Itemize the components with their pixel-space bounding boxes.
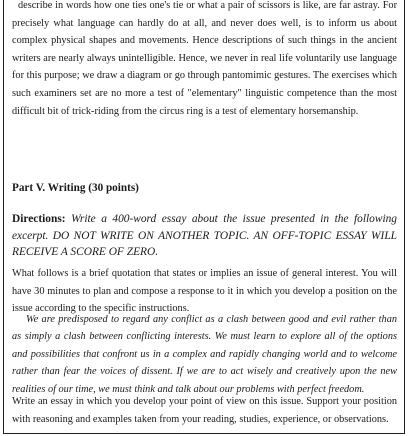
- directions-paragraph: [12, 211, 397, 261]
- passage-paragraph: describe in words how one ties one's tie or what a pair of scissors is like, are far astray. For precisely what language can hardly do at all, and never does well, is to inform us about complex physical shapes and movements. Hence descriptions of such things in the ancient writers are nearly always unintelligible. Hence, we never in real life voluntarily use language for this purpose; we draw a diagram or go through pantomimic gestures. The exercises which such examiners set are no more a test of "elementary" linguistic competence than the most difficult bit of trick-riding from the circus ring is a test of elementary horsemanship.: [12, 0, 397, 117]
- section-heading: Part V. Writing (30 points): [12, 182, 139, 194]
- directions-text: Write a 400-word essay about the issue presented in the following excerpt. DO NOT WRITE ON ANOTHER TOPIC. AN OFF-TOPIC ESSAY WILL RECEIVE A SCORE OF ZERO.: [12, 213, 397, 259]
- exam-page: [3, 0, 405, 434]
- quotation-paragraph: We are predisposed to regard any conflict as a clash between good and evil rather than as simply a clash between conflicting interests. We must learn to explore all of the options and possibilities that confront us in a complex and rapidly changing world and to welcome rather than fear the voices of dissent. If we are to act wisely and creatively upon the new realities of our time, we must think and talk about our problems with perfect freedom.: [12, 314, 397, 395]
- instructions-paragraph: What follows is a brief quotation that states or implies an issue of general interest. You will have 30 minutes to plan and compose a response to it in which you develop a position on the issue according to the specific instructions.: [12, 268, 397, 315]
- directions-label: Directions:: [12, 213, 66, 225]
- task-paragraph: Write an essay in which you develop your point of view on this issue. Support your position with reasoning and examples taken from your reading, studies, experience, or observations.: [12, 396, 397, 425]
